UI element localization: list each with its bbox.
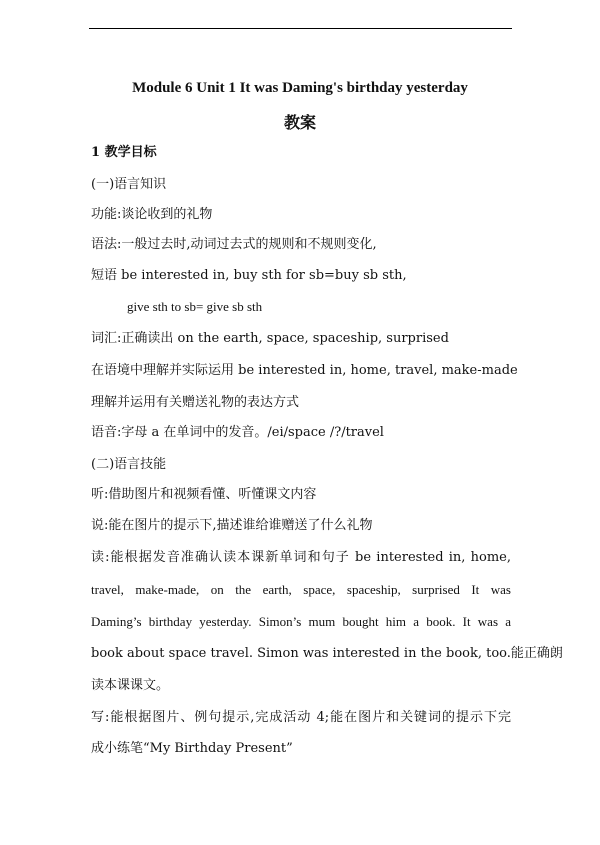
phrase-line-1: 短语 be interested in, buy sth for sb=buy sb sth, [91, 268, 407, 283]
vocab-line: 词汇:正确读出 on the earth, space, spaceship, surprised [91, 331, 449, 346]
phrase-line-2: give sth to sb= give sb sth [127, 299, 263, 314]
document-subtitle: 教案 [283, 113, 316, 132]
listen-line: 听:借助图片和视频看懂、听懂课文内容 [91, 487, 317, 502]
expression-line: 理解并运用有关赠送礼物的表达方式 [91, 395, 300, 410]
read-line: travel, make-made, on the earth, space, spaceship, surprised It was [91, 582, 511, 597]
function-line: 功能:谈论收到的礼物 [91, 207, 213, 222]
read-line: 读本课课文。 [91, 678, 170, 693]
write-line: 成小练笔“My Birthday Present” [91, 741, 293, 756]
read-line: book about space travel. Simon was interested in the book, too.能正确朗 [91, 646, 563, 661]
document-title: Module 6 Unit 1 It was Daming's birthday yesterday [132, 80, 468, 96]
read-line: 读:能根据发音准确认读本课新单词和句子 be interested in, home, [91, 550, 511, 565]
context-line: 在语境中理解并实际运用 be interested in, home, travel, make-made [91, 363, 518, 378]
grammar-line: 语法:一般过去时,动词过去式的规则和不规则变化, [91, 237, 377, 252]
section-heading: 1 教学目标 [91, 145, 157, 160]
skills-heading: (二)语言技能 [91, 457, 167, 472]
write-line: 写:能根据图片、例句提示,完成活动 4;能在图片和关键词的提示下完 [91, 710, 511, 725]
read-line: Daming’s birthday yesterday. Simon’s mum bought him a book. It was a [91, 614, 511, 629]
knowledge-heading: (一)语言知识 [91, 177, 167, 192]
speak-line: 说:能在图片的提示下,描述谁给谁赠送了什么礼物 [91, 518, 373, 533]
header-rule [89, 28, 512, 29]
phonics-line: 语音:字母 a 在单词中的发音。/ei/space /?/travel [91, 425, 384, 440]
